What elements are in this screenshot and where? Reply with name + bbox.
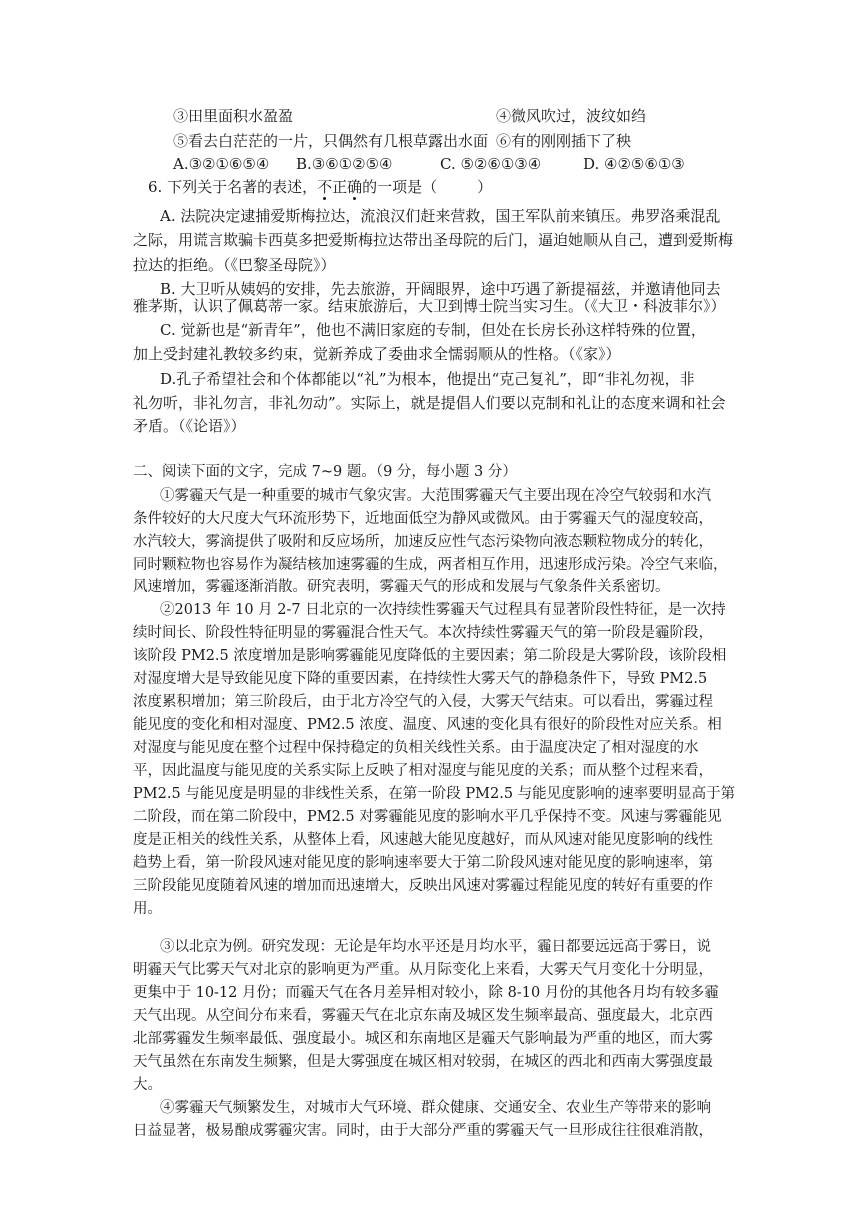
item-3: ③田里面积水盈盈	[173, 107, 294, 125]
paragraph-line: 二阶段，而在第二阶段中，PM2.5 对雾霾能见度的影响水平几乎保持不变。风速与雾霾能见	[133, 809, 722, 825]
paragraph-line: 该阶段 PM2.5 浓度增加是影响雾霾能见度降低的主要因素；第二阶段是大雾阶段，该阶段相	[133, 648, 727, 664]
option-d: D. ④②⑤⑥①③	[583, 155, 685, 173]
option-d-line: 礼勿听，非礼勿言，非礼勿动”。实际上，就是提倡人们要以克制和礼让的态度来调和社会	[133, 394, 726, 412]
option-a-line: A. 法院决定逮捕爱斯梅拉达，流浪汉们赶来营救，国王军队前来镇压。弗罗洛乘混乱	[160, 207, 721, 225]
paragraph-line: 浓度累积增加；第三阶段后，由于北方冷空气的入侵，大雾天气结束。可以看出，雾霾过程	[133, 694, 713, 710]
option-a-line: 拉达的拒绝。（《巴黎圣母院》）	[133, 256, 336, 274]
option-c-line: 加上受封建礼教较多约束，觉新养成了委曲求全懦弱顺从的性格。（《家》）	[133, 345, 621, 363]
paragraph-line: 明霾天气比雾天气对北京的影响更为严重。从月际变化上来看，大雾天气月变化十分明显，	[133, 962, 713, 978]
paragraph-line: 同时颗粒物也容易作为凝结核加速雾霾的生成，两者相互作用，迅速形成污染。冷空气来临，	[133, 557, 728, 573]
stem-mid: 正	[332, 178, 348, 196]
paragraph-line: PM2.5 与能见度是明显的非线性关系，在第一阶段 PM2.5 与能见度影响的速率要明显高于第	[133, 786, 736, 802]
paragraph-line: 对湿度与能见度在整个过程中保持稳定的负相关线性关系。由于温度决定了相对湿度的水	[133, 740, 699, 756]
question-6-stem	[148, 177, 492, 197]
item-5: ⑤看去白茫茫的一片，只偶然有几根草露出水面	[173, 132, 489, 150]
paragraph-line: 天气出现。从空间分布来看，雾霾天气在北京东南及城区发生频率最高、强度最大，北京西	[133, 1008, 713, 1024]
paragraph-line: ②2013 年 10 月 2-7 日北京的一次持续性雾霾天气过程具有显著阶段性特征，是一次持	[160, 602, 726, 618]
paragraph-line: 趋势上看，第一阶段风速对能见度的影响速率要大于第二阶段风速对能见度的影响速率，第	[133, 855, 713, 871]
item-6: ⑥有的刚刚插下了秧	[496, 132, 632, 150]
paragraph-line: 条件较好的大尺度大气环流形势下，近地面低空为静风或微风。由于雾霾天气的湿度较高，	[133, 511, 713, 527]
paragraph-line: 大。	[133, 1077, 162, 1093]
stem-emph-2: 确	[347, 178, 363, 196]
paragraph-line: ③以北京为例。研究发现：无论是年均水平还是月均水平，霾日都要远远高于雾日，说	[160, 939, 711, 955]
paragraph-line: ④雾霾天气频繁发生，对城市大气环境、群众健康、交通安全、农业生产等带来的影响	[160, 1100, 711, 1116]
option-d-line: D.孔子希望社会和个体都能以“礼”为根本，他提出“克己复礼”，即“非礼勿视，非	[160, 370, 695, 388]
section-heading: 二、阅读下面的文字，完成 7~9 题。（9 分，每小题 3 分）	[133, 464, 517, 480]
paragraph-line: 水汽较大，雾滴提供了吸附和反应场所，加速反应性气态污染物向液态颗粒物成分的转化，	[133, 534, 713, 550]
paragraph-line: 用。	[133, 901, 162, 917]
paragraph-line: 北部雾霾发生频率最低、强度最小。城区和东南地区是霾天气影响最为严重的地区，而大雾	[133, 1031, 713, 1047]
item-4: ④微风吹过，波纹如绉	[496, 107, 647, 125]
option-d-line: 矛盾。（《论语》）	[133, 417, 246, 435]
paragraph-line: ①雾霾天气是一种重要的城市气象灾害。大范围雾霾天气主要出现在冷空气较弱和水汽	[160, 488, 711, 504]
stem-close: ）	[477, 178, 493, 196]
paragraph-line: 天气虽然在东南发生频繁，但是大雾强度在城区相对较弱，在城区的西北和西南大雾强度最	[133, 1054, 713, 1070]
option-a-line: 之际，用谎言欺骗卡西莫多把爱斯梅拉达带出圣母院的后门，逼迫她顺从自己，遭到爱斯梅	[133, 231, 734, 249]
option-c: C. ⑤②⑥①③④	[440, 155, 542, 173]
stem-after: 的一项是（	[362, 178, 438, 196]
option-b-line: 雅茅斯，认识了佩葛蒂一家。结束旅游后，大卫到博士院当实习生。（《大卫・科波菲尔》）	[133, 297, 726, 315]
paragraph-line: 能见度的变化和相对湿度、PM2.5 浓度、温度、风速的变化具有很好的阶段性对应关系。相	[133, 717, 722, 733]
paragraph-line: 续时间长、阶段性特征明显的雾霾混合性天气。本次持续性雾霾天气的第一阶段是霾阶段，	[133, 625, 713, 641]
option-b-line: B. 大卫听从姨妈的安排，先去旅游，开阔眼界，途中巧遇了新提福兹，并邀请他同去	[160, 280, 721, 298]
paragraph-line: 对湿度增大是导致能见度下降的重要因素，在持续性大雾天气的静稳条件下，导致 PM2.5	[133, 671, 708, 687]
paragraph-line: 风速增加，雾霾逐渐消散。研究表明，雾霾天气的形成和发展与气象条件关系密切。	[133, 579, 670, 595]
option-c-line: C. 觉新也是“新青年”，他也不满旧家庭的专制，但处在长房长孙这样特殊的位置，	[160, 321, 706, 339]
option-b: B.③⑥①②⑤④	[296, 155, 393, 173]
stem-before: 6. 下列关于名著的表述，	[148, 178, 318, 196]
paragraph-line: 日益显著，极易酿成雾霾灾害。同时，由于大部分严重的雾霾天气一旦形成往往很难消散，	[133, 1123, 713, 1139]
option-a: A.③②①⑥⑤④	[173, 155, 270, 173]
paragraph-line: 度是正相关的线性关系，从整体上看，风速越大能见度越好，而从风速对能见度影响的线性	[133, 832, 713, 848]
paragraph-line: 三阶段能见度随着风速的增加而迅速增大，反映出风速对雾霾过程能见度的转好有重要的作	[133, 878, 713, 894]
paragraph-line: 更集中于 10-12 月份；而霾天气在各月差异相对较小，除 8-10 月份的其他各月均有较多霾	[133, 985, 719, 1001]
stem-emph-1: 不	[317, 178, 333, 196]
paragraph-line: 平，因此温度与能见度的关系实际上反映了相对湿度与能见度的关系；而从整个过程来看，	[133, 763, 713, 779]
